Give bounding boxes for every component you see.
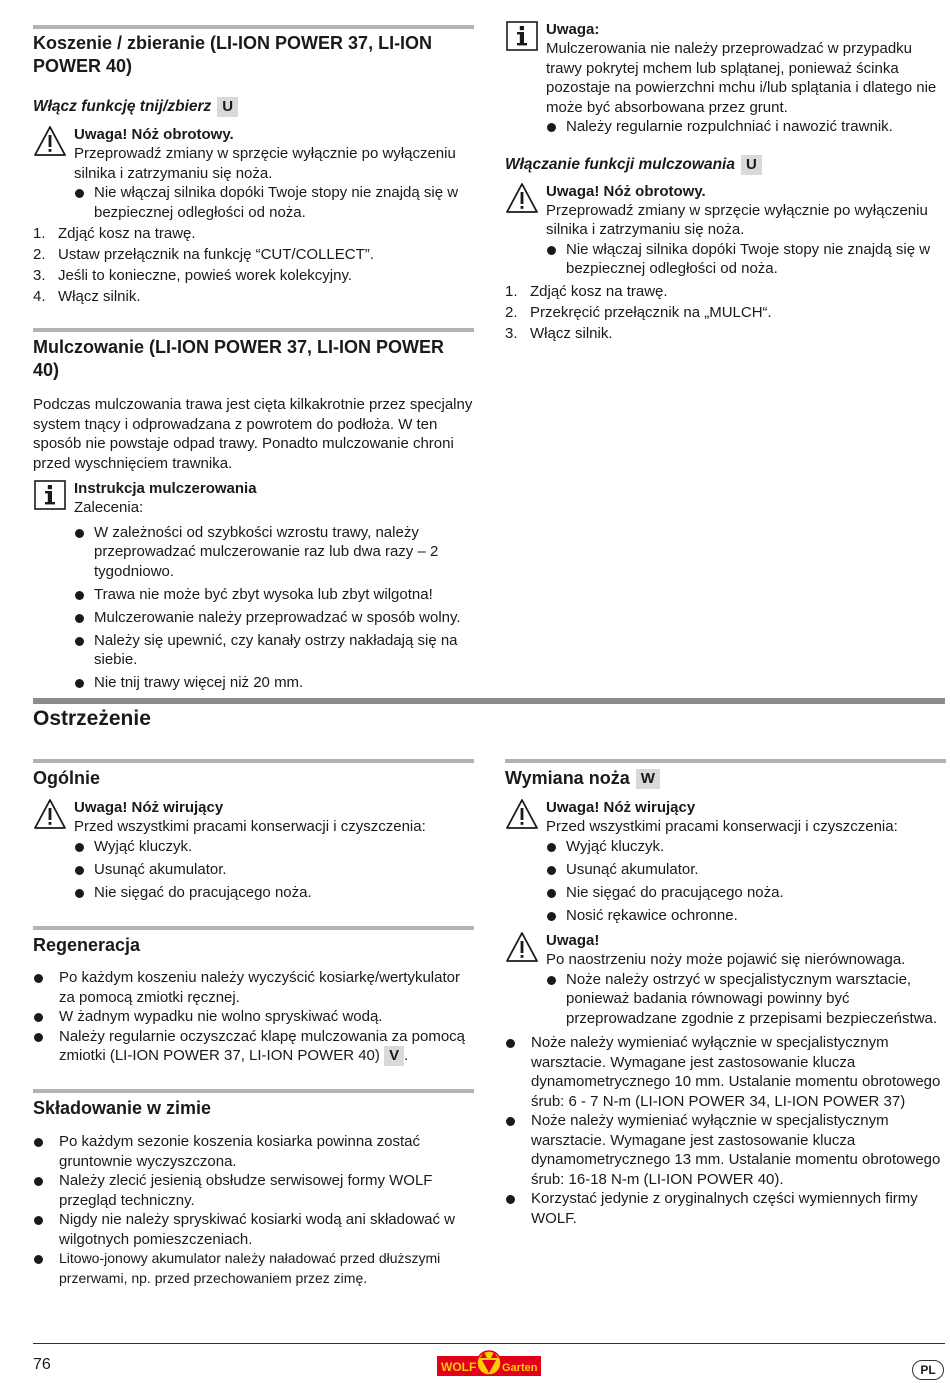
warning-triangle-icon [33, 125, 67, 157]
list-item: Po każdym koszeniu należy wyczyścić kosiarkę/wertykulator za pomocą zmiotki ręcznej. [33, 968, 474, 1007]
list-item: Nie sięgać do pracującego noża. [74, 883, 474, 903]
section-rule [505, 759, 946, 763]
info-icon [33, 479, 67, 511]
warning-note [505, 182, 945, 279]
warning-bullets [546, 970, 946, 1029]
left-column-regen [33, 926, 474, 1066]
right-column-blade [505, 759, 946, 1228]
right-column-top [505, 17, 945, 345]
section-rule [33, 25, 474, 29]
section-title-cut-collect: Koszenie / zbieranie (LI-ION POWER 37, LI-ION POWER 40) [33, 33, 433, 76]
warning-bullets [74, 837, 474, 903]
list-item: Należy zlecić jesienią obsłudze serwisowej formy WOLF przegląd techniczny. [33, 1171, 474, 1210]
section-title-text: Wymiana noża [505, 768, 630, 788]
language-badge: PL [912, 1360, 944, 1380]
info-icon [505, 20, 539, 52]
mulch-paragraph: Podczas mulczowania trawa jest cięta kilkakrotnie przez specjalny system tnący i odprowadzana z powrotem do podłoża. W ten sposób nie powstaje odpad trawy. Ponadto mulczowanie chroni przed wyschnięciem trawnika. [33, 396, 473, 472]
info-bullets [546, 117, 945, 137]
warning-note [505, 931, 946, 1028]
steps-list [505, 282, 945, 344]
section-rule [33, 926, 474, 930]
list-item: Korzystać jedynie z oryginalnych części wymiennych firmy WOLF. [505, 1189, 946, 1228]
list-item-text: Należy regularnie oczyszczać klapę mulczowania za pomocą zmiotki (LI-ION POWER 37, LI-ION POWER 40) [59, 1027, 466, 1064]
section-title-mulch: Mulczowanie (LI-ION POWER 37, LI-ION POWER 40) [33, 337, 445, 380]
list-item: Nie włączaj silnika dopóki Twoje stopy nie znajdą się w bezpiecznej odległości od noża. [546, 240, 945, 279]
step-text: Przekręcić przełącznik na „MULCH“. [530, 303, 772, 321]
list-item: Trawa nie może być zbyt wysoka lub zbyt wilgotna! [74, 585, 474, 605]
list-item: Mulczerowanie należy przeprowadzać w sposób wolny. [74, 608, 474, 628]
list-item: Usunąć akumulator. [546, 860, 946, 880]
step-number: 3. [33, 267, 46, 284]
list-item: Noże należy wymieniać wyłącznie w specjalistycznym warsztacie. Wymagane jest zastosowanie klucza dynamometrycznego 13 mm. Ustalanie momentu obrotowego śrub: 16-18 N-m (LI-ION POWER 40). [505, 1111, 946, 1189]
step-text: Włącz silnik. [530, 324, 613, 342]
list-item: Nigdy nie należy spryskiwać kosiarki wodą ani składować w wilgotnych pomieszczeniach. [33, 1210, 474, 1249]
warning-bullets [546, 837, 946, 926]
step-number: 2. [505, 303, 518, 321]
warning-text: Przed wszystkimi pracami konserwacji i czyszczenia: [74, 818, 426, 835]
warning-triangle-icon [505, 931, 539, 963]
step-text: Ustaw przełącznik na funkcję “CUT/COLLECT”. [58, 246, 374, 263]
list-item: Należy regularnie rozpulchniać i nawozić trawnik. [546, 117, 945, 137]
section-title-general: Ogólnie [33, 768, 100, 788]
left-column-top [33, 25, 474, 308]
warning-title: Uwaga! Nóż wirujący [74, 799, 224, 816]
figure-badge: W [636, 769, 660, 789]
step-text: Zdjąć kosz na trawę. [530, 282, 668, 300]
section-title-regen: Regeneracja [33, 935, 141, 955]
regen-bullets [33, 968, 474, 1066]
list-item: W żadnym wypadku nie wolno spryskiwać wodą. [33, 1007, 474, 1027]
step-number: 2. [33, 246, 46, 263]
list-item: Nie tnij trawy więcej niż 20 mm. [74, 673, 474, 693]
info-note [33, 479, 474, 693]
list-item: Nosić rękawice ochronne. [546, 906, 946, 926]
left-column-mulch [33, 328, 474, 696]
warning-note [505, 798, 946, 925]
warning-triangle-icon [505, 798, 539, 830]
warning-bullets [546, 240, 945, 279]
steps-list [33, 224, 474, 307]
subheading-text: Włącz funkcję tnij/zbierz [33, 98, 212, 115]
warning-text: Po naostrzeniu noży może pojawić się nierównowaga. [546, 951, 906, 968]
warning-note [33, 125, 474, 222]
step-item [505, 324, 945, 344]
warning-text: Przeprowadź zmiany w sprzęcie wyłącznie po wyłączeniu silnika i zatrzymaniu się noża. [546, 201, 928, 238]
subheading-mulch-on [505, 155, 945, 175]
footer-rule [33, 1343, 945, 1344]
info-note [505, 20, 945, 137]
winter-bullets [33, 1132, 474, 1288]
list-item: Nie włączaj silnika dopóki Twoje stopy nie znajdą się w bezpiecznej odległości od noża. [74, 183, 474, 222]
figure-badge: V [384, 1046, 404, 1066]
badge-tail: . [404, 1047, 409, 1064]
step-text: Włącz silnik. [58, 288, 141, 305]
figure-badge: U [741, 155, 762, 175]
list-item: Należy się upewnić, czy kanały ostrzy nakładają się na siebie. [74, 631, 474, 670]
figure-badge: U [217, 97, 238, 117]
info-title: Instrukcja mulczerowania [74, 480, 257, 497]
section-title-blade [505, 767, 946, 790]
step-text: Zdjąć kosz na trawę. [58, 225, 196, 242]
warning-bullets [74, 183, 474, 222]
subheading-cut-collect [33, 97, 474, 117]
info-title: Uwaga: [546, 21, 600, 38]
step-item [33, 287, 474, 307]
list-item [33, 1027, 474, 1067]
left-column-winter [33, 1089, 474, 1288]
left-column-general [33, 759, 474, 906]
mulch-bullets [74, 523, 474, 693]
step-item [33, 224, 474, 244]
step-item [33, 245, 474, 265]
warning-title: Uwaga! Nóż obrotowy. [546, 182, 706, 200]
warning-title: Uwaga! Nóż obrotowy. [74, 126, 234, 143]
step-item [505, 282, 945, 302]
warning-title: Uwaga! Nóż wirujący [546, 799, 696, 816]
list-item: Noże należy ostrzyć w specjalistycznym warsztacie, ponieważ badania równowagi powinny być przeprowadzane zgodnie z przepisami bezpieczeństwa. [546, 970, 946, 1029]
main-heading: Ostrzeżenie [33, 707, 151, 730]
subheading-text: Włączanie funkcji mulczowania [505, 155, 735, 173]
page-number: 76 [33, 1356, 51, 1373]
section-rule [33, 1089, 474, 1093]
wolf-garten-logo [437, 1349, 541, 1379]
step-number: 3. [505, 324, 518, 342]
list-item: Litowo-jonowy akumulator należy naładować przed dłuższymi przerwami, np. przed przechowaniem przez zimę. [33, 1249, 474, 1288]
warning-triangle-icon [33, 798, 67, 830]
list-item: Wyjąć kluczyk. [546, 837, 946, 857]
step-number: 1. [33, 225, 46, 242]
logo-right-text: Garten [502, 1362, 538, 1374]
step-number: 4. [33, 288, 46, 305]
warning-triangle-icon [505, 182, 539, 214]
main-heading-rule [33, 698, 945, 704]
info-text: Mulczerowania nie należy przeprowadzać w przypadku trawy pokrytej mchem lub splątanej, ponieważ ścinka pozostaje na powierzchni mchu i/lub splątania i dlatego nie może być absorbowana przez grunt. [546, 40, 937, 116]
list-item: Noże należy wymieniać wyłącznie w specjalistycznym warsztacie. Wymagane jest zastosowanie klucza dynamometrycznego 10 mm. Ustalanie momentu obrotowego śrub: 6 - 7 N-m (LI-ION POWER 34, LI-ION POWER 37) [505, 1033, 946, 1111]
warning-text: Przed wszystkimi pracami konserwacji i czyszczenia: [546, 818, 898, 835]
warning-text: Przeprowadź zmiany w sprzęcie wyłącznie po wyłączeniu silnika i zatrzymaniu się noża. [74, 145, 456, 182]
step-item [505, 303, 945, 323]
warning-note [33, 798, 474, 902]
section-rule [33, 328, 474, 332]
list-item: Wyjąć kluczyk. [74, 837, 474, 857]
step-number: 1. [505, 282, 518, 300]
info-subtitle: Zalecenia: [74, 499, 144, 516]
section-title-winter: Składowanie w zimie [33, 1098, 212, 1118]
blade-bullets [505, 1033, 946, 1228]
step-item [33, 266, 474, 286]
list-item: W zależności od szybkości wzrostu trawy, należy przeprowadzać mulczerowanie raz lub dwa razy – 2 tygodniowo. [74, 523, 474, 582]
list-item: Usunąć akumulator. [74, 860, 474, 880]
warning-title: Uwaga! [546, 932, 600, 949]
list-item: Po każdym sezonie koszenia kosiarka powinna zostać gruntownie wyczyszczona. [33, 1132, 474, 1171]
list-item: Nie sięgać do pracującego noża. [546, 883, 946, 903]
section-rule [33, 759, 474, 763]
logo-left-text: WOLF [441, 1360, 477, 1374]
step-text: Jeśli to konieczne, powieś worek kolekcyjny. [58, 267, 353, 284]
